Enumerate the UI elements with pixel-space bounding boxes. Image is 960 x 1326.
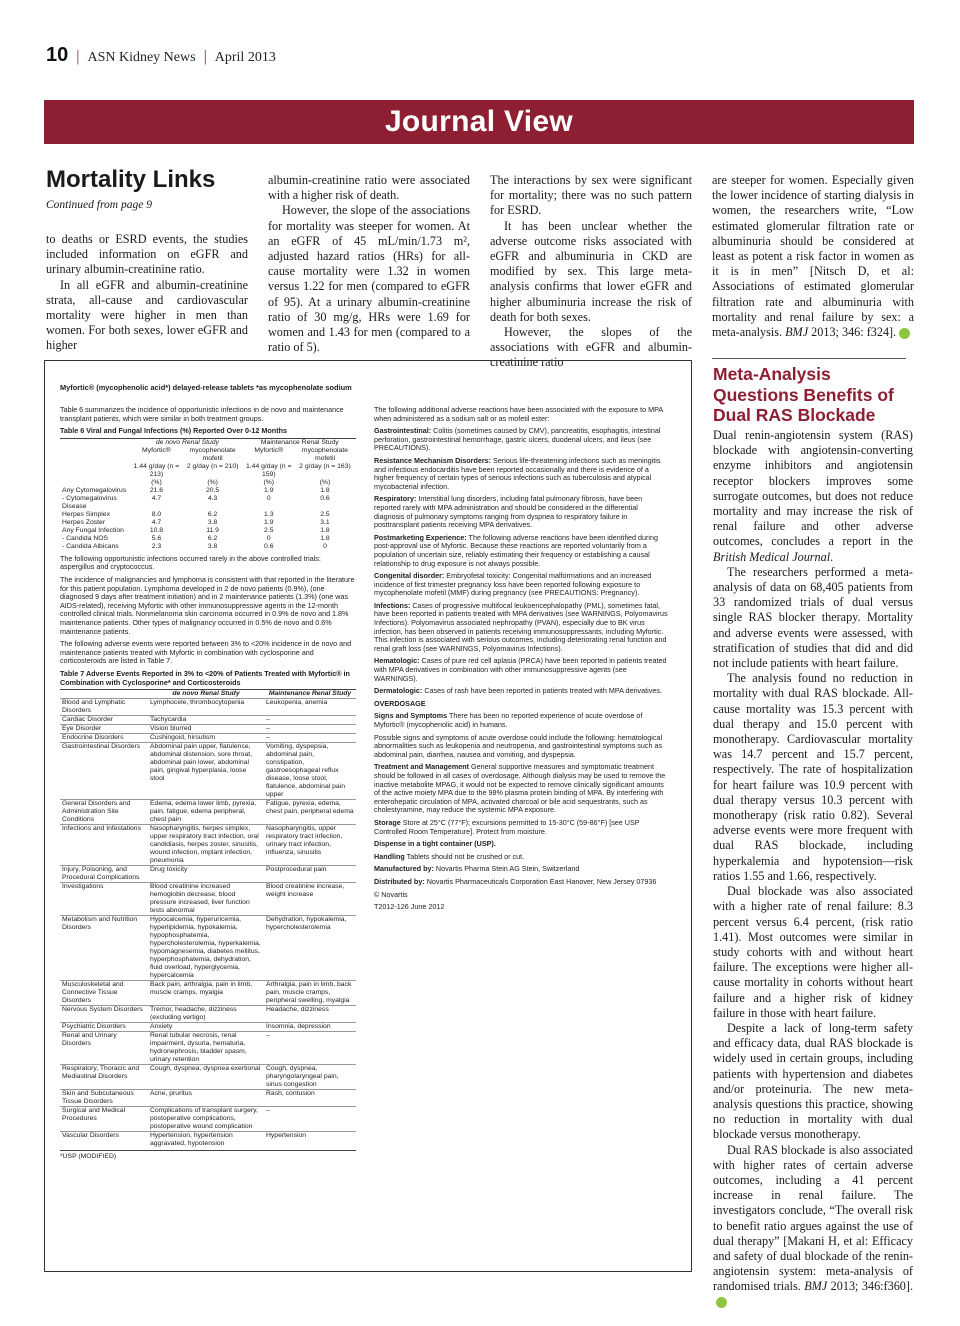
table-cell: Vision blurred bbox=[148, 725, 264, 734]
ad-text: Cases of rash have been reported in patients treated with MPA derivatives. bbox=[422, 686, 662, 696]
paragraph-text: 2013; 346:f360]. bbox=[827, 1279, 914, 1294]
journal-name: British Medical Journal bbox=[713, 549, 831, 564]
row-label: Skin and Subcutaneous Tissue Disorders bbox=[60, 1090, 148, 1107]
table-cell: 5.6 bbox=[151, 534, 162, 542]
table-row bbox=[60, 866, 356, 883]
ad-paragraph bbox=[374, 406, 670, 423]
ad-paragraph: The incidence of malignancies and lymphoma is consistent with that reported in the literature for this patient population. Lymphoma developed in 2 de novo patients (0.9%), (one diagnosed 9 days after treatment initiation) and in 2 maintenance patients (1.3%) (one was AIDS-related), receiving Myfortic with other immunosuppressive agents in the 12-month controlled clinical trials. Nonmelanoma skin carcinoma occurred in 0.9% de novo and 1.8% maintenance patients. Other types of malignancy occurred in 0.5% de novo and 0.6% maintenance patients. bbox=[60, 574, 355, 636]
end-mark-icon bbox=[899, 328, 910, 339]
ad-text: The following adverse reactions have been identified during post-approval use of Myfortic. Because these reactions are reported voluntarily from a population of uncertain size, reliably estimating their frequency or establishing a causal relationship to drug exposure is not always possible. bbox=[374, 532, 658, 568]
column-header: Myfortic® bbox=[142, 446, 171, 454]
paragraph-text: Dual renin-angiotensin system (RAS) blockade with angiotensin-converting enzyme inhibitors and angiotensin receptor blockers improves some surrogate outcomes, but does not reduce mortality and may increase the risk of renal failure and other adverse outcomes, concludes a report in the bbox=[713, 428, 913, 549]
table-cell: Acne, pruritus bbox=[148, 1090, 264, 1107]
table-cell: Complications of transplant surgery, postoperative complications, postoperative wound complication bbox=[148, 1107, 264, 1132]
table-cell: Insomnia, depression bbox=[264, 1023, 356, 1032]
publication-name: ASN Kidney News bbox=[87, 50, 196, 65]
ad-paragraph bbox=[374, 865, 670, 874]
table-row bbox=[60, 511, 356, 519]
section-banner: Journal View bbox=[44, 100, 914, 144]
table-cell: Hypertension bbox=[264, 1132, 356, 1149]
row-label: Renal and Urinary Disorders bbox=[60, 1032, 148, 1065]
ad-paragraph bbox=[374, 891, 670, 900]
row-label: Investigations bbox=[60, 883, 148, 916]
divider bbox=[712, 358, 906, 359]
article-column-5 bbox=[713, 428, 913, 1310]
table-cell: Postprocedural pain bbox=[264, 866, 356, 883]
ad-paragraph bbox=[374, 427, 670, 453]
table-row bbox=[60, 725, 356, 734]
ad-text: General supportive measures and symptomatic treatment should be followed in all cases of overdosage. Although dialysis may be used to remove the inactive metabolite MPAG, it would not be expected to remove clinically significant amounts of the active moiety MPA due to the 98% plasma protein binding of MPA. By interfering with enterohepatic circulation of MPA, activated charcoal or bile acid sequestrants, such as cholestyramine, may reduce the systemic MPA exposure. bbox=[374, 762, 666, 815]
table-cell: 0.6 bbox=[320, 494, 330, 502]
table-cell: Nasopharyngitis, herpes simplex, upper respiratory tract infection, oral candidiasis, herpes zoster, sinusitis, wound infection, implant infection, pneumonia bbox=[148, 825, 264, 866]
table-cell: 20.5 bbox=[205, 486, 220, 494]
ad-subheading: Gastrointestinal: bbox=[374, 426, 432, 436]
table-body bbox=[60, 699, 356, 1149]
ad-paragraph bbox=[374, 687, 670, 696]
ad-paragraph: The following adverse events were reported between 3% to <20% incidence in de novo and maintenance patients treated with Myfortic in combination with cyclosporine and corticosteroids are listed in Table 7. bbox=[60, 639, 352, 666]
paragraph: Dual blockade was also associated with a higher rate of renal failure: 8.3 percent versus 6.4 percent, (risk ratio 1.41). Most outcomes were similar in study cohorts with and without heart failure. The exceptions were higher all-cause mortality in cohorts without heart failure and a higher risk of kidney failure in those with heart failure. bbox=[713, 884, 913, 1020]
table-cell: 4.7 bbox=[151, 518, 162, 526]
table-caption: Table 7 Adverse Events Reported in 3% to <20% of Patients Treated with Myfortic® in Combination with Cyclosporine* and Corticosteroids bbox=[60, 668, 350, 687]
column-header: Myfortic® bbox=[254, 446, 284, 454]
row-label: Gastrointestinal Disorders bbox=[60, 743, 148, 800]
unit-label: (%) bbox=[207, 478, 218, 486]
paragraph: It has been unclear whether the adverse outcome risks associated with eGFR and albuminuria in CKD are modified by sex. This large meta-analysis confirms that lower eGFR and higher albuminuria increase the risk of death for both sexes. bbox=[490, 218, 692, 324]
row-label: Herpes Simplex bbox=[62, 510, 110, 518]
ad-paragraph bbox=[374, 657, 670, 683]
paragraph: to deaths or ESRD events, the studies included information on eGFR and urinary albumin-creatinine ratio. bbox=[46, 232, 248, 277]
article-column-2 bbox=[268, 173, 470, 355]
table-cell: Blood creatinine increase, weight increase bbox=[264, 883, 356, 916]
table-cell: Cough, dyspnea, pharyngolaryngeal pain, sinus congestion bbox=[264, 1065, 356, 1090]
table-cell: Dehydration, hypokalemia, hypercholesterolemia bbox=[264, 916, 356, 981]
ad-paragraph bbox=[374, 534, 670, 568]
table-cell: – bbox=[264, 1107, 356, 1132]
ad-subheading: Handling bbox=[374, 851, 405, 861]
table-row bbox=[60, 981, 356, 1006]
ad-paragraph bbox=[374, 878, 670, 887]
table-cell: 2.5 bbox=[264, 526, 274, 534]
table-cell: 3.1 bbox=[320, 518, 330, 526]
ad-paragraph bbox=[374, 495, 670, 529]
table-row bbox=[60, 543, 356, 551]
table-cell: 2.5 bbox=[320, 510, 330, 518]
row-label: Respiratory, Thoracic and Mediastinal Disorders bbox=[60, 1065, 148, 1090]
ad-text: Possible signs and symptoms of acute overdose could include the following: hematological abnormalities such as leukopenia and neutropenia, and gastrointestinal symptoms such as abdominal pain, diarrhea, nausea and vomiting, and dyspepsia. bbox=[374, 732, 663, 759]
paragraph: The researchers performed a meta-analysis of data on 68,405 patients from 33 randomized trials of dual versus single RAS blocker therapy. Mortality and adverse events were assessed, with stratification of studies that did and did not include patients with heart failure. bbox=[713, 564, 913, 671]
ad-subheading: OVERDOSAGE bbox=[374, 698, 426, 708]
citation-text: are steeper for women. Especially given the lower incidence of starting dialysis in women, the researchers write, “Low estimated glomerular filtration rate or albuminuria should be considered at least as potent a risk factor in women as it is in men” [Nitsch D, et al: Associations of estimated glomerular filtration rate and albuminuria with mortality and renal failure by sex: a meta-analysis. bbox=[712, 173, 914, 340]
article-column-3 bbox=[490, 173, 692, 371]
row-label: Cardiac Disorder bbox=[60, 716, 148, 725]
ad-subheading: Manufactured by: bbox=[374, 864, 434, 874]
row-label: Any Cytomegalovirus bbox=[62, 486, 127, 494]
table-cell: 4.7 bbox=[151, 494, 162, 502]
article-title: Mortality Links bbox=[46, 166, 216, 193]
row-label: Herpes Zoster bbox=[62, 518, 106, 526]
table-cell: 8.0 bbox=[151, 510, 162, 518]
row-label: Musculoskeletal and Connective Tissue Disorders bbox=[60, 981, 148, 1006]
row-label: Injury, Poisoning, and Procedural Complications bbox=[60, 866, 148, 883]
table-cell: Vomiting, dyspepsia, abdominal pain, constipation, gastroesophageal reflux disease, loose stool, flatulence, abdominal pain upper bbox=[264, 743, 356, 800]
ad-text: T2012-126 June 2012 bbox=[374, 902, 445, 912]
ad-subheading: Dermatologic: bbox=[374, 686, 423, 696]
article-title: Meta-Analysis Questions Benefits of Dual RAS Blockade bbox=[713, 364, 894, 425]
row-label: Blood and Lymphatic Disorders bbox=[60, 699, 148, 716]
adverse-events-table bbox=[60, 689, 356, 1148]
table-cell: 2.3 bbox=[151, 542, 162, 550]
row-label: Nervous System Disorders bbox=[60, 1006, 148, 1023]
ad-subheading: Infections: bbox=[374, 600, 411, 610]
ad-subheading: Congenital disorder: bbox=[374, 571, 445, 581]
table-cell: Cushingoid, hirsutism bbox=[148, 734, 264, 743]
ad-paragraph bbox=[374, 734, 670, 760]
header-separator: | bbox=[76, 48, 80, 65]
citation-text: 2013; 346: f324]. bbox=[808, 325, 897, 340]
table-cell: 0 bbox=[323, 542, 327, 550]
column-header: Maintenance Renal Study bbox=[264, 690, 356, 699]
row-label: Eye Disorder bbox=[60, 725, 148, 734]
ad-text: The following additional adverse reactions have been associated with the exposure to MPA when administered as a sodium salt or as mofetil ester: bbox=[374, 405, 663, 423]
table-row bbox=[60, 916, 356, 981]
table-row bbox=[60, 1065, 356, 1090]
table-cell: Rash, contusion bbox=[264, 1090, 356, 1107]
table-group-header: de novo Renal Study bbox=[155, 438, 219, 446]
paragraph-text: . bbox=[830, 549, 834, 564]
ad-paragraph bbox=[374, 840, 670, 849]
row-label: - Candida NOS bbox=[62, 534, 109, 542]
table-cell: 0 bbox=[266, 494, 271, 502]
table-row bbox=[60, 699, 356, 716]
ad-paragraph bbox=[374, 763, 670, 815]
column-dose: 2 g/day (n = 210) bbox=[186, 462, 239, 470]
table-footnote: *USP (MODIFIED) bbox=[60, 1150, 356, 1162]
continued-note: Continued from page 9 bbox=[46, 199, 152, 211]
ad-text: © Novartis bbox=[374, 889, 408, 899]
table-cell: 11.9 bbox=[206, 526, 219, 534]
ad-subheading: Distributed by: bbox=[374, 876, 425, 886]
ad-paragraph: Table 6 summarizes the incidence of opportunistic infections in de novo and maintenance transplant patients, which were similar in both treatment groups. bbox=[60, 405, 344, 423]
table-cell: 3.8 bbox=[207, 542, 218, 550]
journal-name: BMJ bbox=[785, 325, 809, 340]
row-label: Infections and Infestations bbox=[60, 825, 148, 866]
table-cell: 6.2 bbox=[207, 534, 218, 542]
table-cell: – bbox=[264, 725, 356, 734]
table-cell: 1.8 bbox=[320, 486, 330, 494]
article-column-1 bbox=[46, 232, 248, 354]
table-group-header: Maintenance Renal Study bbox=[260, 438, 339, 446]
ad-subheading: Resistance Mechanism Disorders: bbox=[374, 455, 492, 465]
ad-text: Cases of progressive multifocal leukoencephalopathy (PML), sometimes fatal, have been reported in patients treated with MPA derivatives (see WARNINGS, Polyomavirus Infections). Polyomavirus associated nephropathy (PVAN), especially due to BK virus infection, has been observed in patients receiving immunosuppressants, including Myfortic. This infection is associated with serious outcomes, including deteriorating renal function and renal graft loss (see WARNINGS, Polyomavirus Infections). bbox=[374, 600, 668, 653]
ad-text: Novartis Pharma Stein AG Stein, Switzerland bbox=[433, 864, 580, 874]
ad-paragraph bbox=[374, 853, 670, 862]
ad-subheading: Dispense in a tight container (USP). bbox=[374, 839, 496, 849]
table-cell: Nasopharyngitis, upper respiratory tract infection, urinary tract infection, influenza, sinusitis bbox=[264, 825, 356, 866]
table-body bbox=[60, 487, 356, 551]
table-cell: 1.9 bbox=[264, 518, 274, 526]
table-row bbox=[60, 527, 356, 535]
table-cell: 10.8 bbox=[149, 526, 164, 534]
table-cell: Tachycardia bbox=[148, 716, 264, 725]
paragraph: The interactions by sex were significant for mortality; there was no such pattern for ESRD. bbox=[490, 173, 692, 218]
table-cell: 6.2 bbox=[207, 510, 218, 518]
ad-text: Embryofetal toxicity: Congenital malformations and an increased incidence of first trimester pregnancy loss have been reported following exposure to mycophenolate mofetil (MMF) during pregnancy (see PRECAUTIONS: Pregnancy). bbox=[374, 571, 652, 598]
ad-paragraph bbox=[374, 457, 670, 491]
table-cell: 1.8 bbox=[320, 526, 330, 534]
issue-date: April 2013 bbox=[214, 50, 276, 65]
table-cell: Headache, dizziness bbox=[264, 1006, 356, 1023]
paragraph: However, the slopes of the associations with eGFR and albumin-creatinine ratio bbox=[490, 325, 692, 370]
ad-text: Novartis Pharmaceuticals Corporation East Hanover, New Jersey 07936 bbox=[424, 876, 657, 886]
ad-subheading: Respiratory: bbox=[374, 494, 417, 504]
table-cell: – bbox=[264, 716, 356, 725]
ad-text: Cases of pure red cell aplasia (PRCA) have been reported in patients treated with MPA derivatives in combination with other immunosuppressive agents (see WARNINGS). bbox=[374, 656, 667, 683]
table-cell: 21.6 bbox=[149, 486, 164, 494]
row-label: Metabolism and Nutrition Disorders bbox=[60, 916, 148, 981]
infections-table bbox=[60, 438, 356, 551]
journal-name: BMJ bbox=[804, 1279, 828, 1294]
column-dose: 1.44 g/day (n = 159) bbox=[246, 462, 292, 478]
ad-left-column bbox=[60, 406, 356, 1162]
table-cell: Edema, edema lower limb, pyrexia, pain, fatigue, edema peripheral, chest pain bbox=[148, 800, 264, 825]
column-dose: 2 g/day (n = 163) bbox=[299, 462, 351, 470]
page-number: 10 bbox=[46, 44, 69, 66]
table-cell: – bbox=[264, 734, 356, 743]
ad-heading: Myfortic® (mycophenolic acid*) delayed-release tablets *as mycophenolate sodium bbox=[60, 383, 352, 392]
table-row bbox=[60, 883, 356, 916]
ad-subheading: Postmarketing Experience: bbox=[374, 532, 467, 542]
page-header bbox=[46, 44, 276, 70]
ad-subheading: Hematologic: bbox=[374, 656, 420, 666]
table-row bbox=[60, 743, 356, 800]
table-cell: Anxiety bbox=[148, 1023, 264, 1032]
row-label: - Cytomegalovirus Disease bbox=[62, 494, 117, 510]
table-row bbox=[60, 1090, 356, 1107]
paragraph: In all eGFR and albumin-creatinine strata, all-cause and cardiovascular mortality were higher in men than women. For both sexes, lower eGFR and higher bbox=[46, 277, 248, 353]
table-row bbox=[60, 825, 356, 866]
ad-text: Tablets should not be crushed or cut. bbox=[404, 851, 525, 861]
ad-paragraph bbox=[374, 819, 670, 836]
paragraph bbox=[712, 173, 914, 340]
table-cell: Arthralgia, pain in limb, back pain, muscle cramps, peripheral swelling, myalgia bbox=[264, 981, 356, 1006]
ad-paragraph bbox=[374, 602, 670, 654]
end-mark-icon bbox=[716, 1297, 727, 1308]
row-label: Surgical and Medical Procedures bbox=[60, 1107, 148, 1132]
table-cell: – bbox=[264, 1032, 356, 1065]
table-cell: 3.8 bbox=[207, 518, 218, 526]
ad-subheading: Treatment and Management bbox=[374, 762, 470, 772]
paragraph: However, the slope of the associations for mortality was steeper for women. At an eGFR of 45 mL/min/1.73 m², adjusted hazard ratios (HRs) for all-cause mortality were 1.32 in women versus 1.22 for men (compared to eGFR of 95). At a urinary albumin-creatinine ratio of 30 mg/g, HRs were 1.69 for women and 1.43 for men (compared to a ratio of 5). bbox=[268, 203, 470, 355]
table-cell: Hypocalcemia, hyperuricemia, hyperlipidemia, hypokalemia, hypophosphatemia, hypercholesterolemia, hyperkalemia, hypomagnesemia, diabetes mellitus, hyperphosphatemia, dehydration, fluid overload, hyperglycemia, hypercalcemia bbox=[148, 916, 264, 981]
table-row bbox=[60, 519, 356, 527]
table-cell: Fatigue, pyrexia, edema, chest pain, peripheral edema bbox=[264, 800, 356, 825]
table-row bbox=[60, 1023, 356, 1032]
table-row bbox=[60, 535, 356, 543]
row-label: Vascular Disorders bbox=[60, 1132, 148, 1149]
paragraph: Despite a lack of long-term safety and efficacy data, dual RAS blockade is widely used in certain groups, including patients with hypertension and diabetes and/or proteinuria. The new meta-analysis questions this practice, showing no reduction in mortality with dual blockade versus monotherapy. bbox=[713, 1020, 913, 1142]
table-cell: Cough, dyspnea, dyspnea exertional bbox=[148, 1065, 264, 1090]
table-cell: Blood creatinine increased hemoglobin decrease, blood pressure increased, liver function tests abnormal bbox=[148, 883, 264, 916]
row-label: - Candida Albicans bbox=[62, 542, 119, 550]
table-cell: 1.9 bbox=[264, 486, 274, 494]
column-dose: 1.44 g/day (n = 213) bbox=[133, 462, 180, 478]
table-cell: Lymphocele, thrombocytopenia bbox=[148, 699, 264, 716]
table-row bbox=[60, 716, 356, 725]
paragraph-text: Dual RAS blockade is also associated with higher rates of certain adverse outcomes, including a 41 percent increase in renal failure. The investigators conclude, “The overall risk to benefit ratio argues against the use of dual therapy” [Makani H, et al: Efficacy and safety of dual blockade of the renin-angiotensin system: meta-analysis of randomised trials. bbox=[713, 1142, 913, 1294]
ad-paragraph bbox=[374, 700, 670, 709]
paragraph bbox=[713, 1143, 913, 1310]
table-caption: Table 6 Viral and Fungal Infections (%) Reported Over 0-12 Months bbox=[60, 426, 287, 436]
table-cell: 1.3 bbox=[264, 510, 274, 518]
ad-paragraph bbox=[374, 903, 670, 912]
table-cell: 4.3 bbox=[207, 494, 218, 502]
ad-text: Serious life-threatening infections such as meningitis and infectious endocarditis have been reported occasionally and there is evidence of a higher frequency of certain types of serious infections such as tuberculosis and atypical mycobacterial infection. bbox=[374, 455, 661, 491]
table-cell: 1.8 bbox=[320, 534, 330, 542]
column-header: mycophenolate mofetil bbox=[189, 446, 236, 462]
column-header bbox=[60, 690, 148, 699]
table-row bbox=[60, 1032, 356, 1065]
table-row bbox=[60, 734, 356, 743]
column-header: de novo Renal Study bbox=[148, 690, 264, 699]
table-cell: 0 bbox=[266, 534, 271, 542]
table-row bbox=[60, 487, 356, 495]
header-separator: | bbox=[203, 48, 207, 65]
unit-label: (%) bbox=[151, 478, 162, 486]
table-row bbox=[60, 1107, 356, 1132]
unit-label: (%) bbox=[319, 478, 331, 486]
table-cell: Renal tubular necrosis, renal impairment, dysuria, hematuria, hydronephrosis, bladder spasm, urinary retention bbox=[148, 1032, 264, 1065]
table-row bbox=[60, 1132, 356, 1149]
column-header: mycophenolate mofetil bbox=[301, 446, 349, 462]
ad-right-column bbox=[374, 406, 670, 916]
ad-paragraph bbox=[374, 712, 670, 729]
table-row bbox=[60, 800, 356, 825]
table-cell: Back pain, arthralgia, pain in limb, muscle cramps, myalgia bbox=[148, 981, 264, 1006]
row-label: Psychiatric Disorders bbox=[60, 1023, 148, 1032]
ad-text: There has been no reported experience of acute overdose of Myfortic® (mycophenolic acid) in humans. bbox=[374, 711, 643, 729]
table-cell: Hypertension, hypertension aggravated, hypotension bbox=[148, 1132, 264, 1149]
unit-label: (%) bbox=[263, 478, 275, 486]
row-label: General Disorders and Administration Site Conditions bbox=[60, 800, 148, 825]
ad-subheading: Storage bbox=[374, 817, 401, 827]
table-cell: Abdominal pain upper, flatulence, abdominal distension, sore throat, abdominal pain lower, abdominal pain, gingival hyperplasia, loose stool bbox=[148, 743, 264, 800]
ad-paragraph bbox=[374, 572, 670, 598]
row-label: Any Fungal Infection bbox=[62, 526, 124, 534]
row-label: Endocrine Disorders bbox=[60, 734, 148, 743]
table-row bbox=[60, 1006, 356, 1023]
paragraph bbox=[713, 428, 913, 565]
table-cell: Leukopenia, anemia bbox=[264, 699, 356, 716]
article-column-4 bbox=[712, 173, 914, 340]
paragraph: The analysis found no reduction in mortality with dual RAS blockade. All-cause mortality was 15.3 percent with dual therapy and 15.0 percent with monotherapy. Cardiovascular mortality was 14.7 percent and 15.7 percent, respectively. The rate of hospitalization for heart failure was 10.9 percent with dual therapy versus 10.3 percent with monotherapy (risk ratio 0.82). Several adverse events were more frequent with dual RAS blockade, including hyperkalemia and hypotension—risk ratios 1.55 and 1.66, respectively. bbox=[713, 671, 913, 883]
table-row bbox=[60, 495, 356, 511]
ad-text: Interstitial lung disorders, including fatal pulmonary fibrosis, have been reported rarely with MPA administration and should be considered in the differential diagnosis of pulmonary symptoms ranging from dyspnea to respiratory failure in posttransplant patients receiving MPA derivatives. bbox=[374, 494, 643, 530]
ad-text: Store at 25°C (77°F); excursions permitted to 15-30°C (59-86°F) [see USP Controlled Room Temperature]. Protect from moisture. bbox=[374, 817, 640, 836]
ad-text: Colitis (sometimes caused by CMV), pancreatitis, esophagitis, intestinal perforation, gastrointestinal hemorrhage, gastric ulcers, duodenal ulcers, and ileus (see PRECAUTIONS). bbox=[374, 426, 661, 453]
ad-paragraph: The following opportunistic infections occurred rarely in the above controlled trials: aspergillus and cryptococcus. bbox=[60, 553, 321, 572]
table-cell: Drug toxicity bbox=[148, 866, 264, 883]
table-cell: 0.6 bbox=[264, 542, 274, 550]
paragraph: albumin-creatinine ratio were associated with a higher risk of death. bbox=[268, 173, 470, 203]
table-cell: Tremor, headache, dizziness (excluding vertigo) bbox=[148, 1006, 264, 1023]
ad-subheading: Signs and Symptoms bbox=[374, 711, 448, 721]
